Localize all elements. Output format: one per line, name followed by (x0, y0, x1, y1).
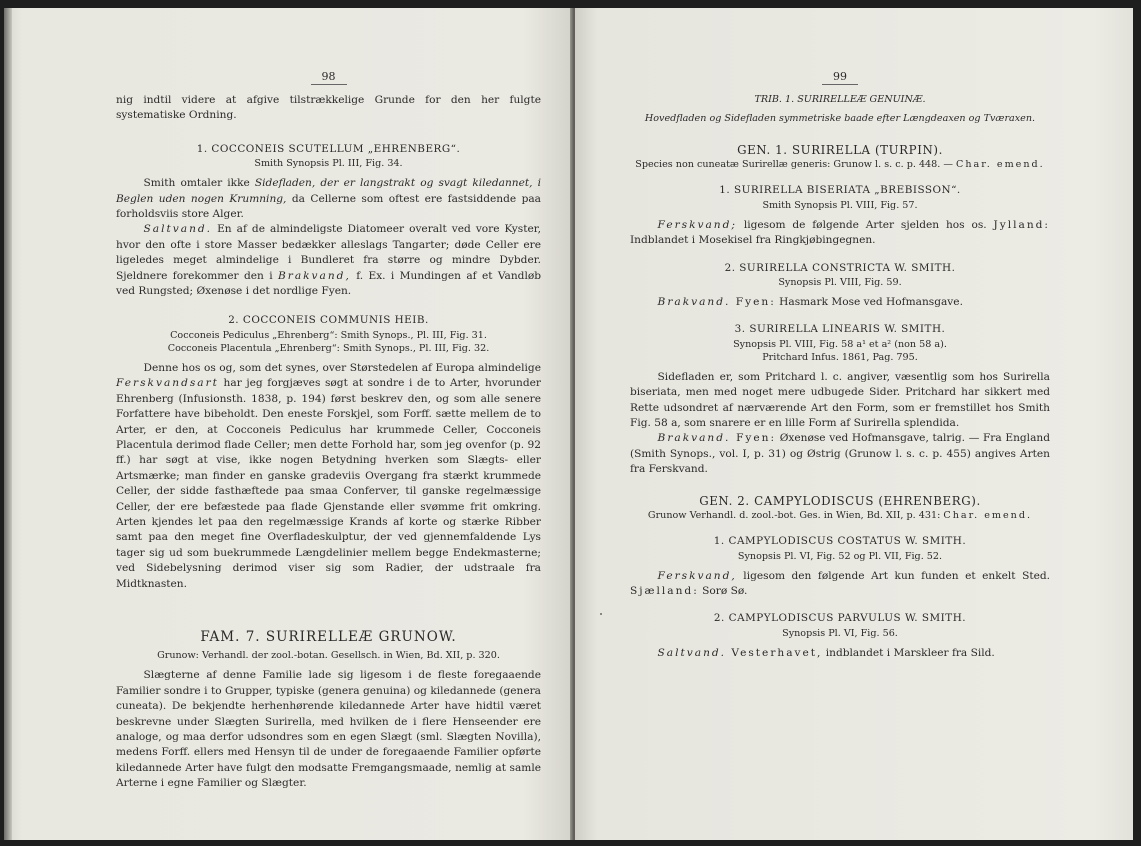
species-heading: 1. SURIRELLA BISERIATA „BREBISSON“. (719, 184, 961, 197)
synonym-line: Cocconeis Placentula „Ehrenberg“: Smith Synops., Pl. III, Fig. 32. (167, 342, 490, 354)
species-heading: 2. COCCONEIS COMMUNIS HEIB. (228, 314, 429, 327)
species-reference: Synopsis Pl. VIII, Fig. 58 a¹ et a² (non 58 a). (733, 338, 947, 350)
genus-heading: GEN. 1. SURIRELLA (TURPIN). (737, 143, 943, 157)
family-reference: Grunow: Verhandl. der zool.-botan. Gesellsch. in Wien, Bd. XII, p. 320. (157, 650, 500, 662)
paper-speck (600, 613, 602, 615)
genus-reference: Species non cuneatæ Surirellæ generis: Grunow l. s. c. p. 448. — Char. emend. (635, 159, 1045, 171)
paragraph: Denne hos os og, som det synes, over Størstedelen af Europa almindelige Ferskvandsart har jeg forgjæves søgt at sondre i de to Arter, hvorunder Ehrenberg (Infusionsth. 1838, p. 194) først beskrev den, og som alle senere Forfattere have bibeholdt. Den eneste Forskjel, som Forff. sætte mellem de to Arter, er den, at Cocconeis Pediculus har krummede Celler, Cocconeis Placentula derimod flade Celler; men dette Forhold har, som jeg ovenfor (p. 92 ff.) har søgt at vise, ikke nogen Betydning hverken som Slægts- eller Artsmærke; man finder en ganske gradeviis Overgang fra stærkt krummede Celler, der sidde fasthæftede paa smaa Conferver, til ganske regelmæssige Celler, der ere befæstede paa flade Gjenstande eller svømme frit omkring. Arten kjendes let paa den regelmæssige Krands af korte og stærke Ribber samt paa den meget fine Overfladeskulptur, der ved gjennemfaldende Lys tager sig ud som buekrummede Længdelinier mellem begge Endekmasterne; ved Sidebelysning derimod viser sig som Radier, der udstraale fra Midtknasten. (116, 361, 541, 590)
species-reference: Pritchard Infus. 1861, Pag. 795. (762, 351, 918, 363)
right-page (575, 8, 1133, 840)
paragraph: Brakvand. Fyen: Øxenøse ved Hofmansgave, talrig. — Fra England (Smith Synops., vol. I, p. 31) og Østrig (Grunow l. s. c. p. 455) angives Arten fra Ferskvand. (630, 432, 1050, 476)
species-reference: Synopsis Pl. VIII, Fig. 59. (778, 277, 902, 289)
family-heading: FAM. 7. SURIRELLEÆ GRUNOW. (200, 628, 457, 645)
paragraph: Slægterne af denne Familie lade sig ligesom i de fleste foregaaende Familier sondre i to Grupper, typiske (genera genuina) og kiledannede (genera cuneata). De bekjendte herhenhørende kiledannede Arter have hidtil været beskrevne under Slægten Surirella, med hvilken de i flere Henseender ere analoge, og maa derfor udsondres som en egen Slægt (sml. Slægten Novilla), medens Forff. ellers med Hensyn til de under de foregaaende Familier opførte kiledannede Arter have fulgt den modsatte Fremgangsmaade, nemlig at samle Arterne i egne Familier og Slægter. (116, 669, 541, 790)
species-heading: 2. SURIRELLA CONSTRICTA W. SMITH. (724, 261, 956, 274)
species-heading: 3. SURIRELLA LINEARIS W. SMITH. (734, 323, 946, 336)
genus-heading: GEN. 2. CAMPYLODISCUS (EHRENBERG). (699, 493, 981, 508)
synonym-line: Cocconeis Pediculus „Ehrenberg“: Smith Synops., Pl. III, Fig. 31. (170, 329, 487, 341)
left-page (4, 8, 572, 840)
page-number: 99 (822, 70, 858, 85)
tribe-description: Hovedfladen og Sidefladen symmetriske baade efter Længdeaxen og Tværaxen. (644, 113, 1036, 124)
paragraph: Ferskvand, ligesom den følgende Art kun funden et enkelt Sted. Sjælland: Sorø Sø. (630, 569, 1050, 597)
species-heading: 1. CAMPYLODISCUS COSTATUS W. SMITH. (713, 535, 967, 548)
open-book (4, 8, 1133, 840)
left-page-content (116, 70, 541, 792)
left-page-edge (4, 8, 12, 840)
paragraph: Smith omtaler ikke Sidefladen, der er langstrakt og svagt kiledannet, i Beglen uden nogen Krumning, da Cellerne som oftest ere fastsiddende paa forholdsviis store Alger. (116, 177, 542, 221)
tribe-heading: TRIB. 1. SURIRELLEÆ GENUINÆ. (754, 94, 926, 105)
paragraph: Brakvand. Fyen: Hasmark Mose ved Hofmansgave. (657, 296, 963, 309)
paragraph: Saltvand. Vesterhavet, indblandet i Marskleer fra Sild. (657, 646, 995, 659)
species-reference: Smith Synopsis Pl. VIII, Fig. 57. (762, 199, 918, 211)
species-heading: 2. CAMPYLODISCUS PARVULUS W. SMITH. (713, 612, 967, 625)
paragraph: Sidefladen er, som Pritchard l. c. angiver, væsentlig som hos Surirella biseriata, men med noget mere udbugede Sider. Pritchard har sikkert med Rette udsondret af nærværende Art den Form, som er fremstillet hos Smith Fig. 58 a, som snarere er en lille Form af Surirella splendida. (630, 370, 1050, 430)
species-heading: 1. COCCONEIS SCUTELLUM „EHRENBERG“. (196, 142, 461, 155)
species-reference: Synopsis Pl. VI, Fig. 52 og Pl. VII, Fig. 52. (737, 550, 943, 562)
paragraph: Ferskvand; ligesom de følgende Arter sjelden hos os. Jylland: Indblandet i Mosekisel fra Ringkjøbingegnen. (630, 218, 1050, 247)
genus-reference: Grunow Verhandl. d. zool.-bot. Ges. in Wien, Bd. XII, p. 431: Char. emend. (647, 510, 1033, 522)
species-reference: Smith Synopsis Pl. III, Fig. 34. (254, 158, 403, 170)
paragraph: Saltvand. En af de almindeligste Diatomeer overalt ved vore Kyster, hvor den ofte i store Masser bedækker alleslags Tangarter; døde Celler ere ligeledes meget almindelige i Bundleret fra større og mindre Dybder. Sjeldnere forekommer den i Brakvand, f. Ex. i Mundingen af et Vandløb ved Rungsted; Øxenøse i det nordlige Fyen. (116, 223, 541, 298)
species-reference: Synopsis Pl. VI, Fig. 56. (782, 627, 898, 639)
paragraph: nig indtil videre at afgive tilstrækkelige Grunde for den her fulgte systematiske Ordning. (116, 94, 541, 122)
page-number: 98 (311, 70, 347, 85)
right-page-content (630, 70, 1050, 661)
